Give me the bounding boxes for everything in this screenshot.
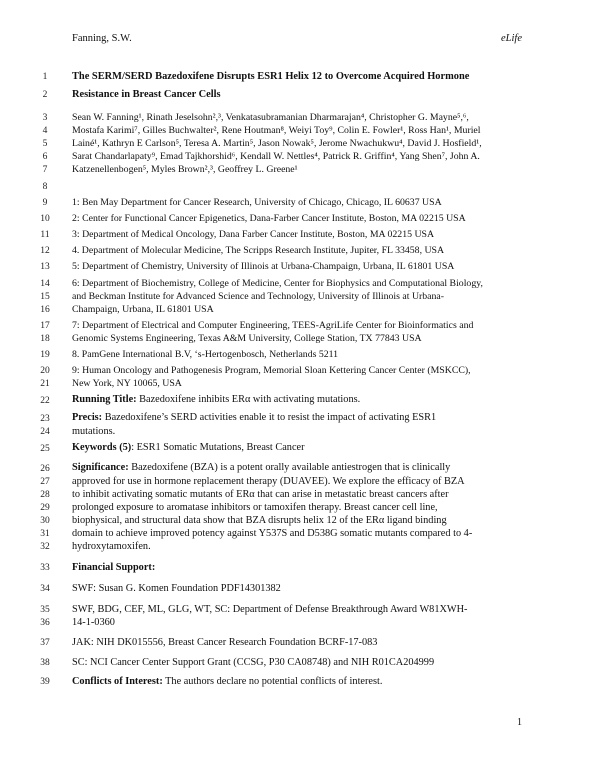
line-number: 7 [42, 165, 48, 175]
paper-title-line: Resistance in Breast Cancer Cells [72, 89, 221, 100]
affiliation-line: 2: Center for Functional Cancer Epigenetics, Dana-Farber Cancer Institute, Boston, MA 02215 USA [72, 213, 466, 224]
line-number: 37 [40, 638, 50, 648]
precis-label: Precis: [72, 412, 103, 423]
line-number: 23 [40, 414, 50, 424]
significance-label: Significance: [72, 462, 129, 473]
financial-line: JAK: NIH DK015556, Breast Cancer Research Foundation BCRF-17-083 [72, 637, 378, 648]
line-number: 21 [40, 379, 50, 389]
affiliation-line: 5: Department of Chemistry, University of Illinois at Urbana-Champaign, Urbana, IL 61801 USA [72, 261, 455, 272]
affiliation-line: 6: Department of Biochemistry, College of Medicine, Center for Biophysics and Computational Biology, [72, 278, 483, 289]
running-title-label: Running Title: [72, 394, 137, 405]
line-number: 18 [40, 334, 50, 344]
line-number: 38 [40, 658, 50, 668]
line-number: 27 [40, 477, 50, 487]
significance-line: prolonged exposure to aromatase inhibitors or tamoxifen therapy. Breast cancer cell line, [72, 502, 438, 513]
conflicts-of-interest [72, 676, 382, 687]
significance [72, 462, 450, 473]
affiliation-line: 4. Department of Molecular Medicine, The Scripps Research Institute, Jupiter, FL 33458, USA [72, 245, 445, 256]
line-number: 28 [40, 490, 50, 500]
line-number: 11 [40, 230, 50, 240]
line-number: 4 [42, 126, 48, 136]
line-number: 25 [40, 444, 50, 454]
line-number: 14 [40, 279, 50, 289]
line-number: 33 [40, 563, 50, 573]
significance-line: approved for use in hormone replacement therapy (DUAVEE). We explore the efficacy of BZA [72, 476, 465, 487]
line-number: 30 [40, 516, 50, 526]
affiliation-line: 9: Human Oncology and Pathogenesis Program, Memorial Sloan Kettering Cancer Center (MSKCC), [72, 365, 471, 376]
affiliation-line: Champaign, Urbana, IL 61801 USA [72, 304, 214, 315]
financial-line: SWF, BDG, CEF, ML, GLG, WT, SC: Department of Defense Breakthrough Award W81XWH- [72, 604, 468, 615]
author-line: Sean W. Fanning¹, Rinath Jeselsohn²,³, Venkatasubramanian Dharmarajan⁴, Christopher G. Mayne⁵,⁶, [72, 112, 469, 123]
line-number: 17 [40, 321, 50, 331]
page-number: 1 [517, 717, 522, 728]
precis-line: mutations. [72, 426, 116, 437]
line-number: 34 [40, 584, 50, 594]
line-number: 22 [40, 396, 50, 406]
line-number: 8 [42, 182, 48, 192]
line-number: 10 [40, 214, 50, 224]
line-number: 13 [40, 262, 50, 272]
line-number: 36 [40, 618, 50, 628]
line-number: 20 [40, 366, 50, 376]
precis-text: Bazedoxifene’s SERD activities enable it to resist the impact of activating ESR1 [102, 412, 437, 423]
financial-line: SC: NCI Cancer Center Support Grant (CCSG, P30 CA08748) and NIH R01CA204999 [72, 657, 435, 668]
line-number: 3 [42, 113, 48, 123]
line-number: 35 [40, 605, 50, 615]
line-number: 32 [40, 542, 50, 552]
precis [72, 412, 436, 423]
running-header-author: Fanning, S.W. [72, 33, 132, 44]
line-number: 2 [42, 90, 48, 100]
conflicts-label: Conflicts of Interest: [72, 676, 163, 687]
running-header-journal: eLife [501, 33, 522, 44]
significance-line: domain to achieve improved potency against Y537S and D538G somatic mutants compared to 4- [72, 528, 473, 539]
keywords-text: : ESR1 Somatic Mutations, Breast Cancer [131, 442, 305, 453]
line-number: 19 [40, 350, 50, 360]
line-number: 5 [42, 139, 48, 149]
author-line: Katzenellenbogen⁵, Myles Brown²,³, Geoffrey L. Greene¹ [72, 164, 298, 175]
significance-line: biophysical, and structural data show that BZA disrupts helix 12 of the ERα ligand binding [72, 515, 447, 526]
line-number: 31 [40, 529, 50, 539]
financial-support-heading: Financial Support: [72, 562, 156, 573]
line-number: 39 [40, 677, 50, 687]
affiliation-line: 3: Department of Medical Oncology, Dana Farber Cancer Institute, Boston, MA 02215 USA [72, 229, 435, 240]
keywords-label: Keywords (5) [72, 442, 132, 453]
keywords [72, 442, 305, 453]
affiliation-line: 7: Department of Electrical and Computer Engineering, TEES-AgriLife Center for Bioinformatics and [72, 320, 474, 331]
affiliation-line: 1: Ben May Department for Cancer Research, University of Chicago, Chicago, IL 60637 USA [72, 197, 442, 208]
line-number: 24 [40, 427, 50, 437]
paper-title-line: The SERM/SERD Bazedoxifene Disrupts ESR1 Helix 12 to Overcome Acquired Hormone [72, 71, 470, 82]
author-line: Mostafa Karimi⁷, Gilles Buchwalter², Rene Houtman⁸, Weiyi Toy⁹, Colin E. Fowler¹, Ross Han¹, Muriel [72, 125, 481, 136]
financial-line: SWF: Susan G. Komen Foundation PDF14301382 [72, 583, 281, 594]
author-line: Sarat Chandarlapaty⁹, Emad Tajkhorshid⁶, Kendall W. Nettles⁴, Patrick R. Griffin⁴, Yang Shen⁷, John A. [72, 151, 480, 162]
author-line: Lainé¹, Kathryn E Carlson⁵, Teresa A. Martin⁵, Jason Nowak⁵, Jerome Nwachukwu⁴, David J. Hosfield¹, [72, 138, 482, 149]
conflicts-text: The authors declare no potential conflicts of interest. [162, 676, 383, 687]
significance-text: Bazedoxifene (BZA) is a potent orally available antiestrogen that is clinically [128, 462, 451, 473]
affiliation-line: Genomic Systems Engineering, Texas A&M University, College Station, TX 77843 USA [72, 333, 422, 344]
line-number: 6 [42, 152, 48, 162]
line-number: 16 [40, 305, 50, 315]
line-number: 29 [40, 503, 50, 513]
line-number: 1 [42, 72, 48, 82]
running-title [72, 394, 360, 405]
financial-line: 14-1-0360 [72, 617, 115, 628]
significance-line: to inhibit activating somatic mutants of ERα that can arise in metastatic breast cancers after [72, 489, 449, 500]
line-number: 26 [40, 464, 50, 474]
line-number: 12 [40, 246, 50, 256]
line-number: 9 [42, 198, 48, 208]
affiliation-line: 8. PamGene International B.V, ‘s-Hertogenbosch, Netherlands 5211 [72, 349, 339, 360]
running-title-text: Bazedoxifene inhibits ERα with activating mutations. [136, 394, 361, 405]
affiliation-line: and Beckman Institute for Advanced Science and Technology, University of Illinois at Urbana- [72, 291, 445, 302]
significance-line: hydroxytamoxifen. [72, 541, 151, 552]
affiliation-line: New York, NY 10065, USA [72, 378, 182, 389]
line-number: 15 [40, 292, 50, 302]
